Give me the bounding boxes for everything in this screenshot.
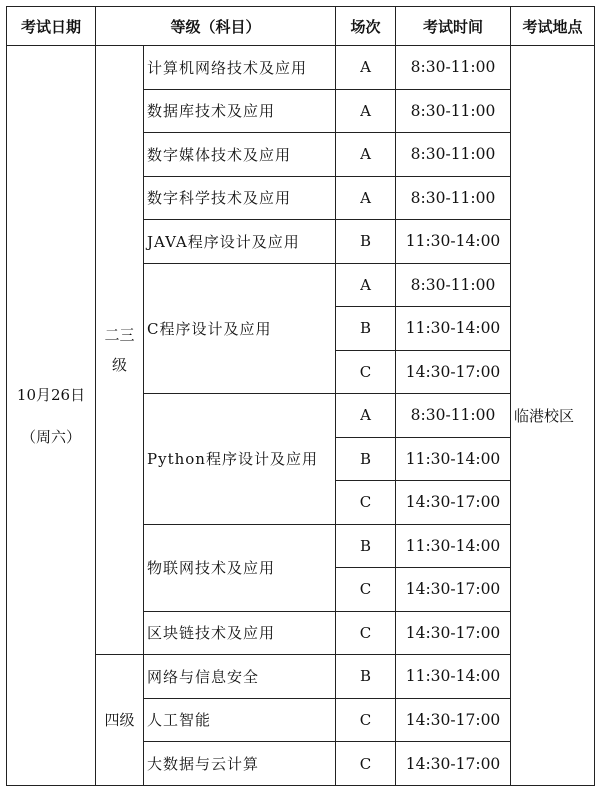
header-exam-time: 考试时间 bbox=[396, 7, 511, 46]
session-cell: B bbox=[336, 220, 396, 264]
time-cell: 11:30-14:00 bbox=[396, 220, 511, 264]
time-cell: 11:30-14:00 bbox=[396, 655, 511, 699]
level-2-3-cell bbox=[96, 46, 144, 655]
session-cell: C bbox=[336, 611, 396, 655]
session-cell: B bbox=[336, 655, 396, 699]
header-exam-place: 考试地点 bbox=[511, 7, 595, 46]
header-level-subject: 等级（科目） bbox=[96, 7, 336, 46]
time-cell: 14:30-17:00 bbox=[396, 568, 511, 612]
time-cell: 14:30-17:00 bbox=[396, 611, 511, 655]
level-4-cell: 四级 bbox=[96, 655, 144, 786]
time-cell: 8:30-11:00 bbox=[396, 394, 511, 438]
session-cell: A bbox=[336, 46, 396, 90]
subject-cell: 数据库技术及应用 bbox=[144, 89, 336, 133]
session-cell: B bbox=[336, 307, 396, 351]
session-cell: C bbox=[336, 481, 396, 525]
session-cell: B bbox=[336, 524, 396, 568]
exam-place-cell: 临港校区 bbox=[511, 46, 595, 786]
header-exam-date: 考试日期 bbox=[7, 7, 96, 46]
table-row bbox=[7, 46, 595, 90]
time-cell: 14:30-17:00 bbox=[396, 742, 511, 786]
session-cell: C bbox=[336, 698, 396, 742]
time-cell: 8:30-11:00 bbox=[396, 263, 511, 307]
exam-schedule-table bbox=[6, 6, 595, 786]
time-cell: 8:30-11:00 bbox=[396, 46, 511, 90]
subject-cell: 大数据与云计算 bbox=[144, 742, 336, 786]
time-cell: 8:30-11:00 bbox=[396, 176, 511, 220]
subject-cell: 物联网技术及应用 bbox=[144, 524, 336, 611]
exam-date-cell bbox=[7, 46, 96, 786]
session-cell: A bbox=[336, 263, 396, 307]
session-cell: A bbox=[336, 89, 396, 133]
table-row bbox=[7, 655, 595, 699]
subject-cell: 区块链技术及应用 bbox=[144, 611, 336, 655]
level-2-3-suffix: 级 bbox=[111, 356, 127, 375]
subject-cell: 网络与信息安全 bbox=[144, 655, 336, 699]
subject-cell: JAVA程序设计及应用 bbox=[144, 220, 336, 264]
exam-weekday: （周六） bbox=[20, 427, 81, 446]
session-cell: A bbox=[336, 394, 396, 438]
level-2-3-label: 二三 bbox=[104, 326, 135, 345]
session-cell: A bbox=[336, 133, 396, 177]
session-cell: C bbox=[336, 350, 396, 394]
subject-cell: Python程序设计及应用 bbox=[144, 394, 336, 525]
session-cell: C bbox=[336, 742, 396, 786]
subject-cell: C程序设计及应用 bbox=[144, 263, 336, 394]
session-cell: A bbox=[336, 176, 396, 220]
exam-date: 10月26日 bbox=[16, 385, 86, 404]
time-cell: 11:30-14:00 bbox=[396, 437, 511, 481]
time-cell: 14:30-17:00 bbox=[396, 350, 511, 394]
time-cell: 14:30-17:00 bbox=[396, 698, 511, 742]
session-cell: B bbox=[336, 437, 396, 481]
subject-cell: 人工智能 bbox=[144, 698, 336, 742]
time-cell: 14:30-17:00 bbox=[396, 481, 511, 525]
time-cell: 11:30-14:00 bbox=[396, 524, 511, 568]
time-cell: 8:30-11:00 bbox=[396, 133, 511, 177]
time-cell: 11:30-14:00 bbox=[396, 307, 511, 351]
header-row bbox=[7, 7, 595, 46]
header-session: 场次 bbox=[336, 7, 396, 46]
subject-cell: 计算机网络技术及应用 bbox=[144, 46, 336, 90]
time-cell: 8:30-11:00 bbox=[396, 89, 511, 133]
session-cell: C bbox=[336, 568, 396, 612]
subject-cell: 数字媒体技术及应用 bbox=[144, 133, 336, 177]
subject-cell: 数字科学技术及应用 bbox=[144, 176, 336, 220]
